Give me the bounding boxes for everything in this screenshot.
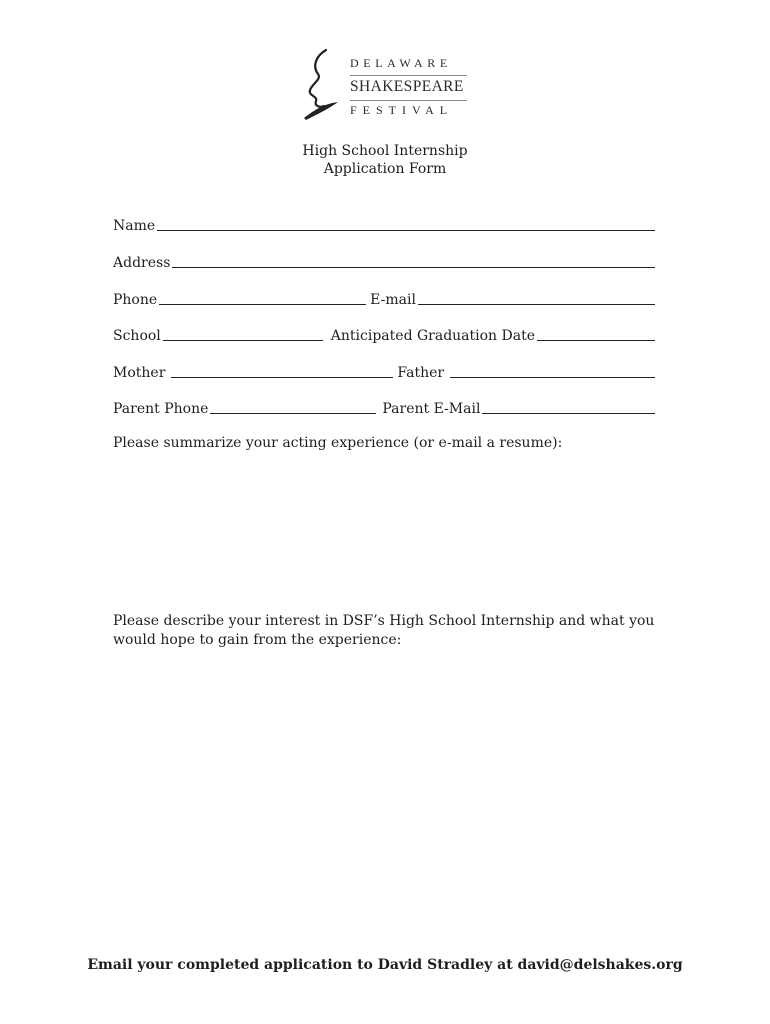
submission-instructions: Email your completed application to David Stradley at david@delshakes.org <box>87 957 683 973</box>
interest-prompt: Please describe your interest in DSF’s High School Internship and what you would hope to gain from the experience: <box>113 613 655 648</box>
name-field[interactable] <box>157 216 655 231</box>
form-title: High School Internship <box>302 143 468 159</box>
graduation-label: Anticipated Graduation Date <box>330 328 536 344</box>
school-label: School <box>113 328 161 344</box>
quill-face-silhouette-icon <box>300 46 348 122</box>
father-label: Father <box>397 365 445 381</box>
parent-email-label: Parent E-Mail <box>382 401 481 417</box>
parent-phone-label: Parent Phone <box>113 401 209 417</box>
school-row <box>113 324 655 344</box>
form-subtitle: Application Form <box>323 161 447 177</box>
logo-word-shakespeare: SHAKESPEARE <box>350 78 464 95</box>
mother-label: Mother <box>113 365 166 381</box>
experience-prompt: Please summarize your acting experience (or e-mail a resume): <box>113 435 563 451</box>
email-label: E-mail <box>370 292 416 308</box>
parent-contact-row <box>113 397 655 417</box>
father-field[interactable] <box>450 363 655 378</box>
logo-rule <box>350 100 467 101</box>
phone-field[interactable] <box>159 290 366 305</box>
parent-email-field[interactable] <box>482 399 655 414</box>
logo-word-delaware: DELAWARE <box>350 56 452 70</box>
address-row <box>113 251 655 271</box>
name-label: Name <box>113 218 156 234</box>
parents-row <box>113 361 655 381</box>
phone-email-row <box>113 288 655 308</box>
festival-logo <box>300 46 472 122</box>
address-label: Address <box>113 255 171 271</box>
graduation-field[interactable] <box>537 326 655 341</box>
email-field[interactable] <box>418 290 655 305</box>
address-field[interactable] <box>172 253 655 268</box>
school-field[interactable] <box>163 326 323 341</box>
parent-phone-field[interactable] <box>210 399 376 414</box>
logo-word-festival: FESTIVAL <box>350 103 454 117</box>
phone-label: Phone <box>113 292 158 308</box>
logo-rule <box>350 75 467 76</box>
mother-field[interactable] <box>171 363 393 378</box>
name-row <box>113 214 655 234</box>
